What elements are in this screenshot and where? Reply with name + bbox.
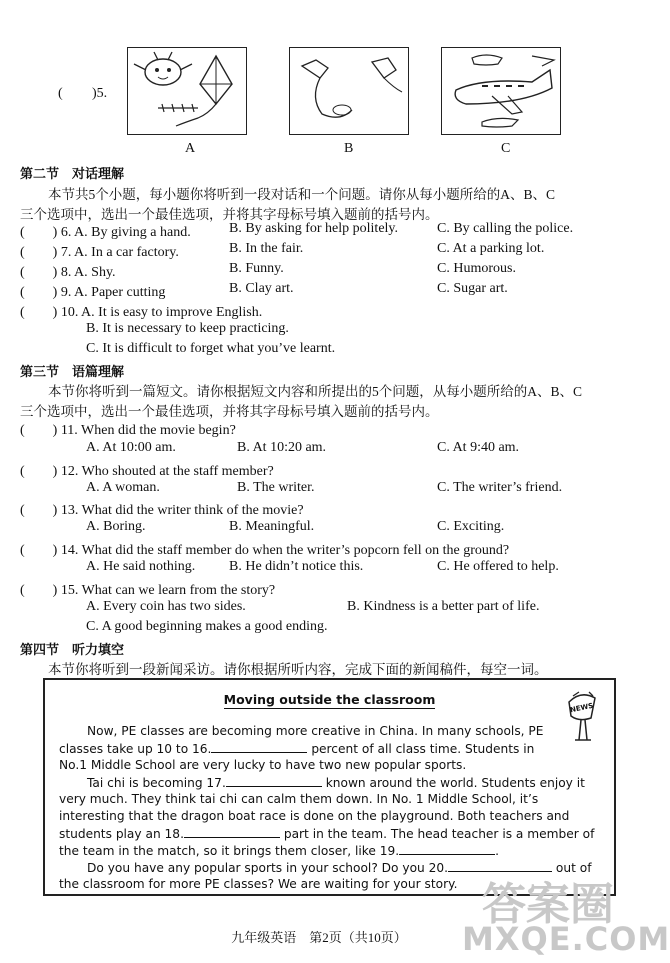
passage-line-5: very much. They think tai chi can calm them down. In No. 1 Middle School, it’s: [59, 792, 539, 806]
passage-line-10: the classroom for more PE classes? We are waiting for your story.: [59, 877, 458, 891]
q14-option-b: B. He didn’t notice this.: [229, 559, 364, 574]
section-2-intro-line-1: 本节共5个小题，每小题你将听到一段对话和一个问题。请你从每小题所给的A、B、C: [48, 187, 556, 202]
q15-option-b: B. Kindness is a better part of life.: [347, 599, 540, 614]
q6-option-b: B. By asking for help politely.: [229, 221, 399, 236]
q9-option-b: B. Clay art.: [229, 281, 294, 296]
q15-stem: ( ) 15. What can we learn from the story?: [20, 583, 276, 598]
q9-option-c: C. Sugar art.: [437, 281, 508, 296]
section-4-heading: 第四节 听力填空: [20, 643, 125, 658]
passage-title: Moving outside the classroom: [223, 692, 436, 707]
q5-picture-b-lanterns: [289, 47, 409, 135]
q8-option-c: C. Humorous.: [437, 261, 516, 276]
watermark-logo-top: 答案圈: [482, 879, 614, 930]
q5-picture-a-kite-drawing: [127, 47, 247, 135]
q14-option-c: C. He offered to help.: [437, 559, 559, 574]
passage-line-3: No.1 Middle School are very lucky to have two new popular sports.: [59, 758, 467, 772]
news-microphone-icon: [563, 688, 607, 744]
q5-label-b: B: [344, 141, 354, 156]
q12-option-b: B. The writer.: [237, 480, 315, 495]
q6-stem-a: ( ) 6. A. By giving a hand.: [20, 225, 191, 240]
page-footer: 九年级英语 第2页（共10页）: [231, 930, 407, 945]
q14-option-a: A. He said nothing.: [86, 559, 196, 574]
q6-option-c: C. By calling the police.: [437, 221, 574, 236]
q5-paren-open: (: [58, 86, 63, 101]
q5-label-a: A: [185, 141, 196, 156]
news-sign-label: NEWS: [569, 701, 594, 715]
q12-option-c: C. The writer’s friend.: [437, 480, 563, 495]
passage-line-2: classes take up 10 to 16. percent of all class time. Students in: [59, 742, 535, 756]
q14-stem: ( ) 14. What did the staff member do when the writer’s popcorn fell on the ground?: [20, 543, 510, 558]
passage-line-1: Now, PE classes are becoming more creative in China. In many schools, PE: [87, 724, 544, 738]
watermark-logo-bottom: MXQE.COM: [462, 920, 670, 958]
q11-option-a: A. At 10:00 am.: [86, 440, 176, 455]
blank-17[interactable]: [226, 775, 322, 787]
passage-line-6: interesting that the dragon boat race is done on the playground. Both teachers and: [59, 809, 570, 823]
q7-stem-a: ( ) 7. A. In a car factory.: [20, 245, 179, 260]
blank-16[interactable]: [211, 741, 307, 753]
q5-number: )5.: [92, 86, 108, 101]
section-4-intro: 本节你将听到一段新闻采访。请你根据所听内容，完成下面的新闻稿件，每空一词。: [48, 662, 548, 677]
q10-stem-a: ( ) 10. A. It is easy to improve English.: [20, 305, 263, 320]
q7-option-b: B. In the fair.: [229, 241, 304, 256]
news-passage-box: [43, 678, 616, 896]
q11-option-c: C. At 9:40 am.: [437, 440, 520, 455]
section-3-heading: 第三节 语篇理解: [20, 365, 125, 380]
q8-stem-a: ( ) 8. A. Shy.: [20, 265, 116, 280]
section-3-intro-line-1: 本节你将听到一篇短文。请你根据短文内容和所提出的5个问题，从每小题所给的A、B、C: [48, 384, 583, 399]
q11-stem: ( ) 11. When did the movie begin?: [20, 423, 236, 438]
q13-stem: ( ) 13. What did the writer think of the movie?: [20, 503, 304, 518]
q15-option-a: A. Every coin has two sides.: [86, 599, 246, 614]
q13-option-c: C. Exciting.: [437, 519, 505, 534]
q13-option-a: A. Boring.: [86, 519, 146, 534]
blank-18[interactable]: [184, 826, 280, 838]
blank-19[interactable]: [399, 843, 495, 855]
q8-option-b: B. Funny.: [229, 261, 284, 276]
kite-icon: [128, 48, 246, 134]
q5-picture-c-airplanes: [441, 47, 561, 135]
q15-option-c: C. A good beginning makes a good ending.: [86, 619, 328, 634]
passage-line-9: Do you have any popular sports in your school? Do you 20. out of: [87, 861, 592, 875]
q5-label-c: C: [501, 141, 511, 156]
q12-option-a: A. A woman.: [86, 480, 160, 495]
passage-line-7: students play an 18. part in the team. The head teacher is a member of: [59, 827, 595, 841]
q11-option-b: B. At 10:20 am.: [237, 440, 327, 455]
section-3-intro-line-2: 三个选项中，选出一个最佳选项，并将其字母标号填入题前的括号内。: [20, 404, 439, 419]
sky-lantern-icon: [290, 48, 408, 134]
section-2-intro-line-2: 三个选项中，选出一个最佳选项，并将其字母标号填入题前的括号内。: [20, 207, 439, 222]
q10-option-c: C. It is difficult to forget what you’ve learnt.: [86, 341, 336, 356]
section-2-heading: 第二节 对话理解: [20, 167, 125, 182]
q12-stem: ( ) 12. Who shouted at the staff member?: [20, 464, 274, 479]
passage-line-4: Tai chi is becoming 17. known around the world. Students enjoy it: [87, 776, 585, 790]
q9-stem-a: ( ) 9. A. Paper cutting: [20, 285, 166, 300]
passage-line-8: the team in the match, so it brings them closer, like 19. .: [59, 844, 499, 858]
q7-option-c: C. At a parking lot.: [437, 241, 545, 256]
airplane-icon: [442, 48, 560, 134]
q10-option-b: B. It is necessary to keep practicing.: [86, 321, 289, 336]
q13-option-b: B. Meaningful.: [229, 519, 315, 534]
